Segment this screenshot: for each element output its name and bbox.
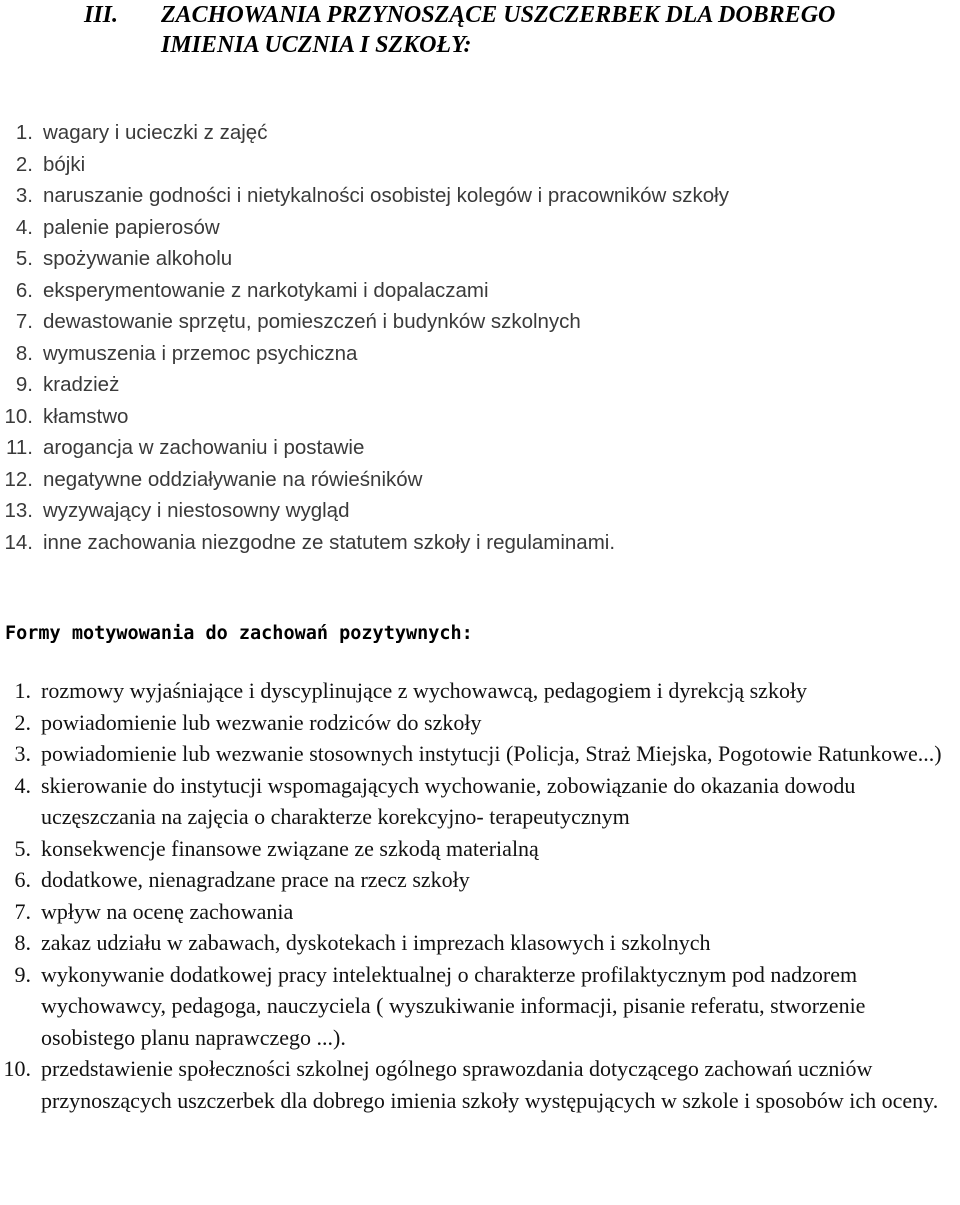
item-number: 7. xyxy=(14,898,31,924)
list-item xyxy=(0,117,960,149)
list-item xyxy=(0,927,960,959)
item-text: rozmowy wyjaśniające i dyscyplinujące z wychowawcą, pedagogiem i dyrekcją szkoły xyxy=(41,678,808,703)
list-item xyxy=(0,833,960,865)
item-number: 3. xyxy=(15,184,33,207)
list-item xyxy=(0,896,960,928)
item-number: 1. xyxy=(15,121,33,144)
section-title-line-2: IMIENIA UCZNIA I SZKOŁY: xyxy=(161,32,472,58)
item-text: palenie papierosów xyxy=(43,215,220,239)
motivation-forms-list xyxy=(0,675,960,1116)
item-number: 5. xyxy=(15,247,33,270)
item-number: 10. xyxy=(3,1056,31,1081)
list-item xyxy=(0,401,960,433)
item-number: 8. xyxy=(14,930,31,955)
list-item xyxy=(0,212,960,244)
list-item xyxy=(0,675,960,707)
item-text: skierowanie do instytucji wspomagających wychowanie, zobowiązanie do okazania dowodu uczęszczania na zajęcia o charakterze korekcyjno- terapeutycznym xyxy=(41,772,856,829)
list-item xyxy=(0,432,960,464)
item-number: 5. xyxy=(14,835,31,861)
list-item xyxy=(0,770,960,833)
item-text: zakaz udziału w zabawach, dyskotekach i imprezach klasowych i szkolnych xyxy=(41,930,711,955)
item-text: inne zachowania niezgodne ze statutem szkoły i regulaminami. xyxy=(43,530,616,554)
item-text: wpływ na ocenę zachowania xyxy=(41,898,294,924)
item-number: 11. xyxy=(6,436,33,459)
section-number: III. xyxy=(84,2,119,28)
list-item xyxy=(0,243,960,275)
item-number: 2. xyxy=(14,709,31,735)
item-number: 6. xyxy=(14,867,31,892)
item-text: wyzywający i niestosowny wygląd xyxy=(43,499,350,522)
list-item xyxy=(0,149,960,181)
list-item xyxy=(0,864,960,896)
list-item xyxy=(0,707,960,739)
item-text: dodatkowe, nienagradzane prace na rzecz szkoły xyxy=(41,867,470,892)
list-item xyxy=(0,495,960,527)
item-text: wagary i ucieczki z zajęć xyxy=(43,121,268,144)
item-text: wykonywanie dodatkowej pracy intelektualnej o charakterze profilaktycznym pod nadzorem wychowawcy, pedagoga, nauczyciela ( wyszukiwanie informacji, pisanie referatu, stworzenie osobistego planu naprawczego ...). xyxy=(41,961,866,1050)
item-number: 3. xyxy=(14,741,31,766)
list-item xyxy=(0,959,960,1054)
list-item xyxy=(0,180,960,212)
list-item xyxy=(0,306,960,338)
list-item xyxy=(0,338,960,370)
item-text: naruszanie godności i nietykalności osobistej kolegów i pracowników szkoły xyxy=(43,184,729,207)
item-number: 8. xyxy=(15,341,33,365)
forms-heading: Formy motywowania do zachowań pozytywnych: xyxy=(5,623,473,644)
item-number: 9. xyxy=(15,373,33,396)
list-item xyxy=(0,369,960,401)
list-item xyxy=(0,1053,960,1116)
item-number: 13. xyxy=(4,499,33,522)
item-number: 9. xyxy=(14,961,31,987)
section-title-line-1: ZACHOWANIA PRZYNOSZĄCE USZCZERBEK DLA DOBREGO xyxy=(161,2,836,28)
list-item xyxy=(0,275,960,307)
item-text: powiadomienie lub wezwanie stosownych instytucji (Policja, Straż Miejska, Pogotowie Ratunkowe...) xyxy=(41,741,942,766)
item-text: przedstawienie społeczności szkolnej ogólnego sprawozdania dotyczącego zachowań uczniów przynoszących uszczerbek dla dobrego imienia szkoły występujących w szkole i sposobów ich oceny. xyxy=(41,1056,939,1113)
item-text: arogancja w zachowaniu i postawie xyxy=(43,436,365,459)
item-number: 1. xyxy=(14,678,31,703)
item-text: eksperymentowanie z narkotykami i dopalaczami xyxy=(43,278,489,302)
item-number: 12. xyxy=(4,467,33,491)
item-text: negatywne oddziaływanie na rówieśników xyxy=(43,467,423,491)
item-text: kłamstwo xyxy=(43,404,129,428)
item-text: spożywanie alkoholu xyxy=(43,247,233,270)
item-number: 4. xyxy=(15,215,33,239)
item-text: wymuszenia i przemoc psychiczna xyxy=(43,341,358,365)
item-number: 6. xyxy=(15,278,33,302)
list-item xyxy=(0,464,960,496)
item-text: kradzież xyxy=(43,373,120,396)
item-number: 2. xyxy=(15,152,33,176)
list-item xyxy=(0,738,960,770)
item-number: 4. xyxy=(14,772,31,798)
item-number: 10. xyxy=(4,404,33,428)
item-number: 7. xyxy=(15,310,33,333)
item-text: bójki xyxy=(43,152,86,176)
item-number: 14. xyxy=(4,530,33,554)
item-text: powiadomienie lub wezwanie rodziców do szkoły xyxy=(41,709,482,735)
item-text: konsekwencje finansowe związane ze szkodą materialną xyxy=(41,835,539,861)
list-item xyxy=(0,527,960,559)
misconduct-list xyxy=(0,117,960,558)
item-text: dewastowanie sprzętu, pomieszczeń i budynków szkolnych xyxy=(43,310,581,333)
